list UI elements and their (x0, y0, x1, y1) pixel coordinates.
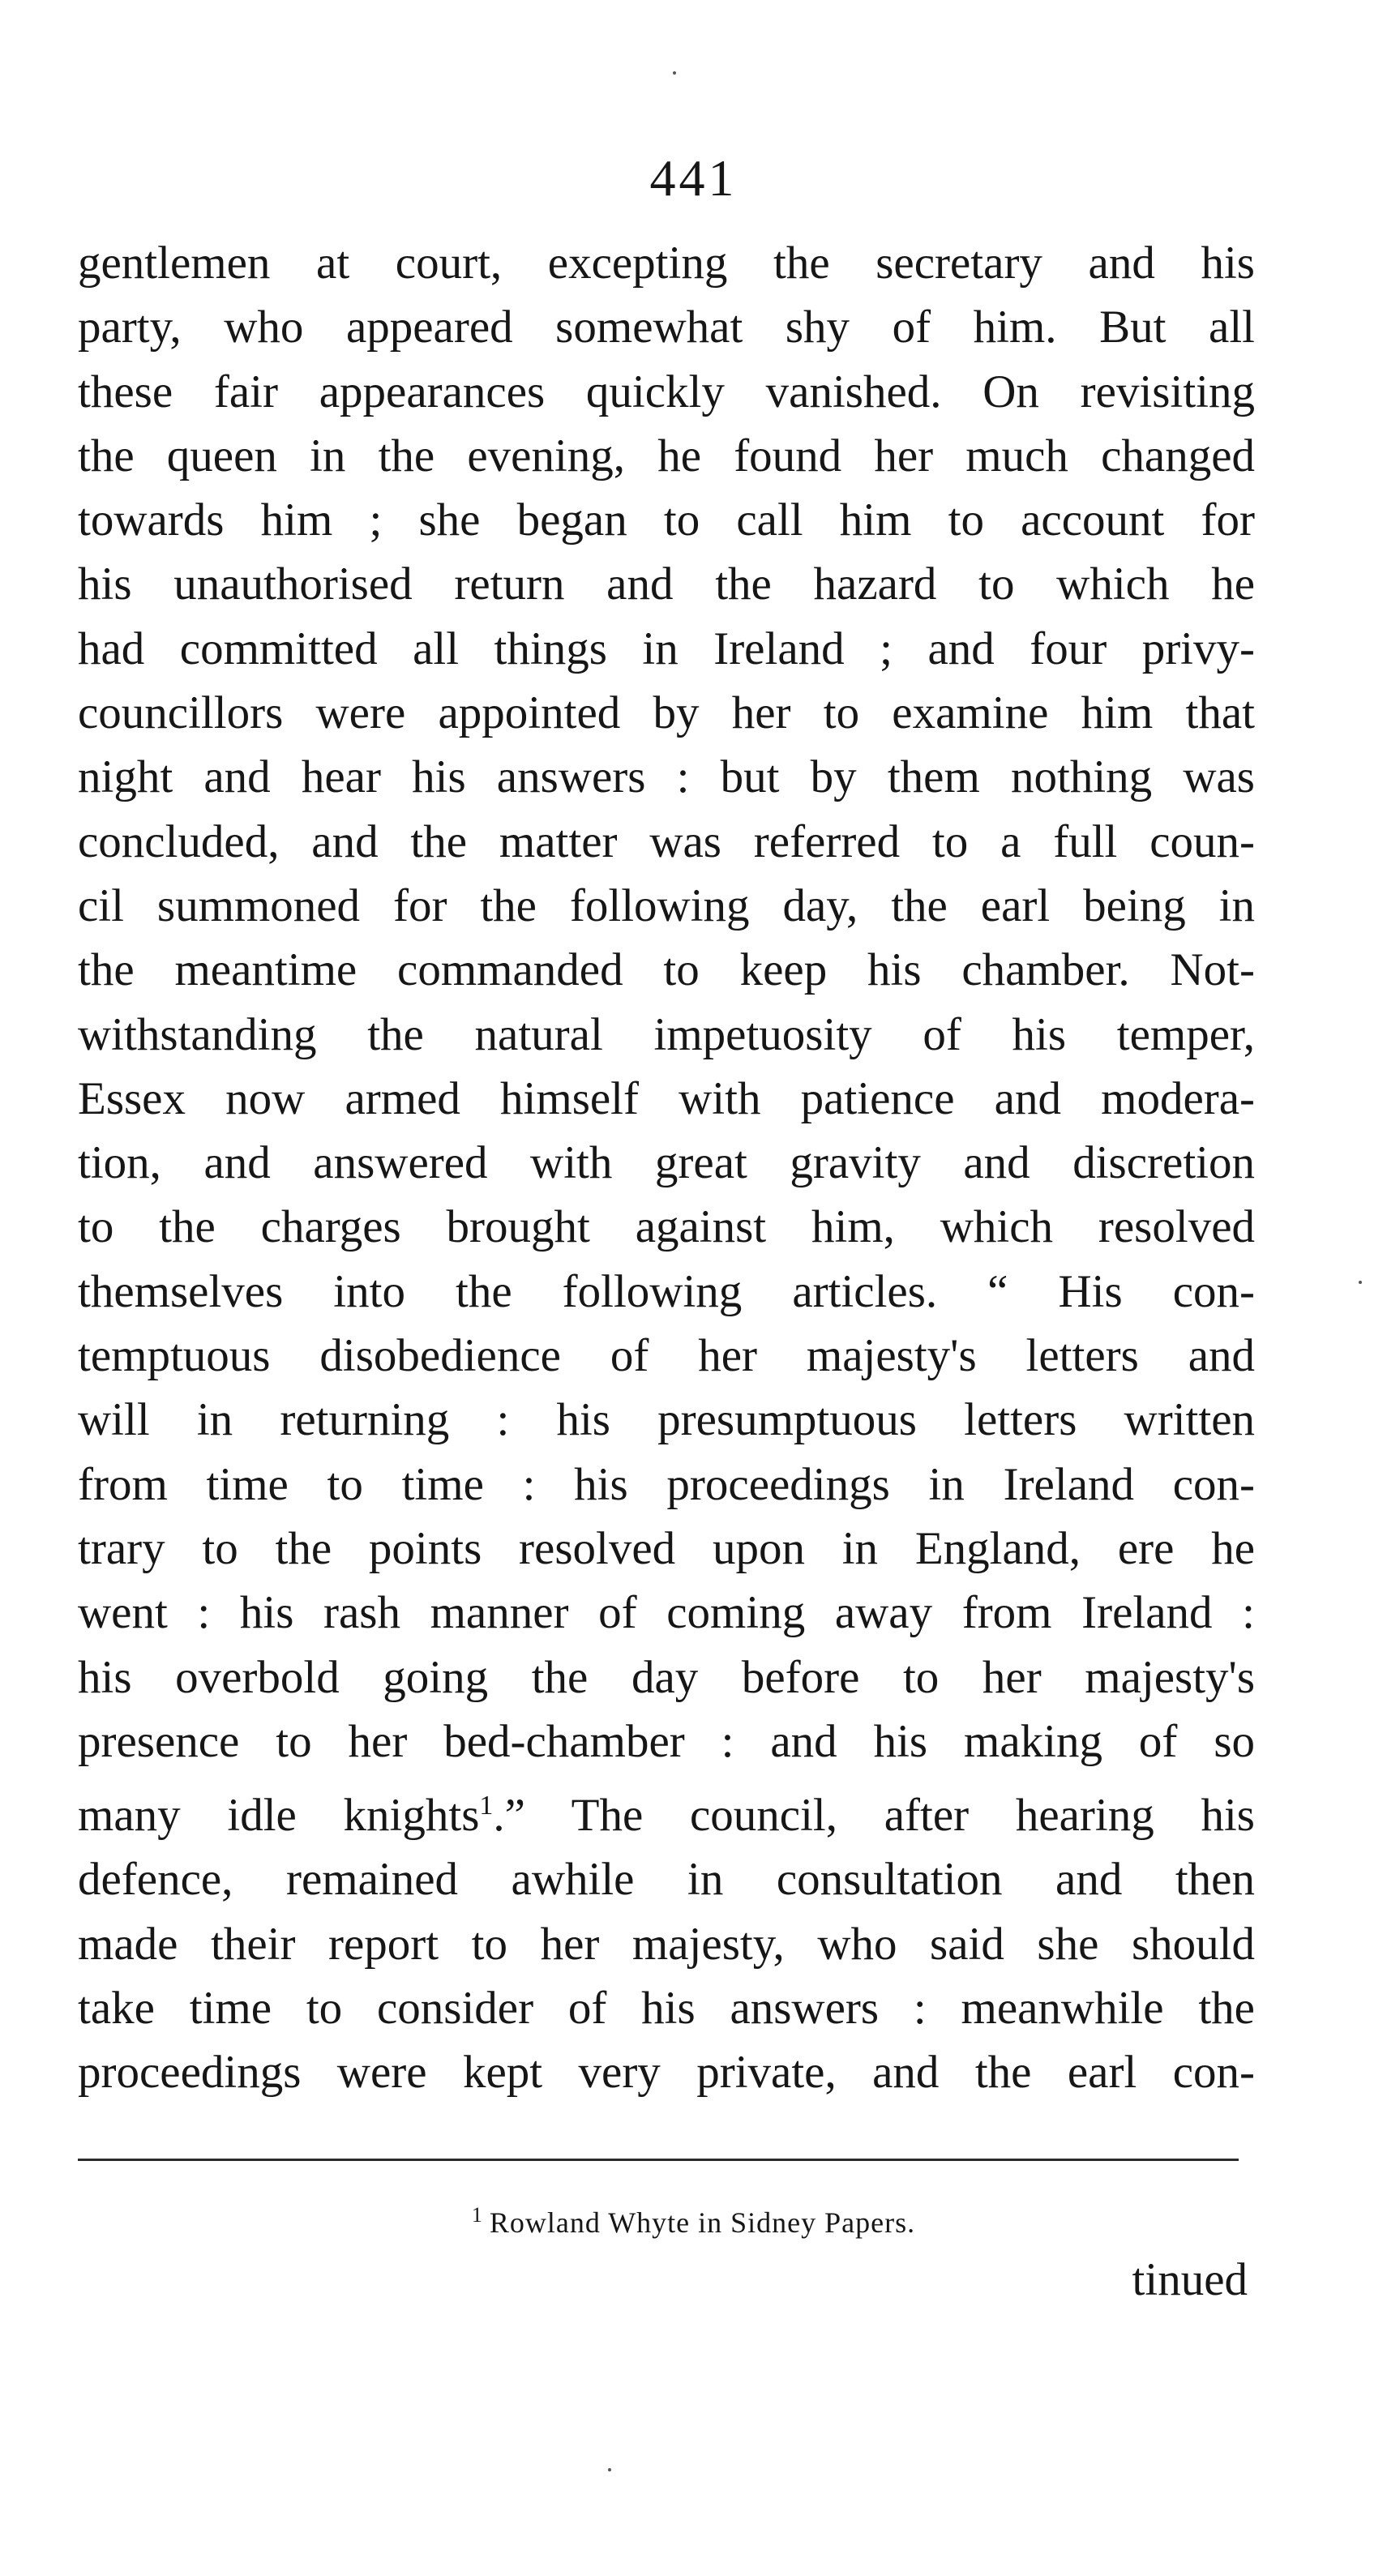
catchword: tinued (1132, 2254, 1248, 2305)
text-line: towards him ; she began to call him to account for (78, 494, 1255, 546)
text-line-tail: .” The council, after hearing his (493, 1790, 1255, 1842)
text-line: temptuous disobedience of her majesty's letters and (78, 1330, 1255, 1382)
text-line: councillors were appointed by her to examine him that (78, 687, 1255, 739)
text-line: night and hear his answers : but by them nothing was (78, 751, 1255, 803)
text-line: Essex now armed himself with patience and modera- (78, 1072, 1255, 1124)
text-line: withstanding the natural impetuosity of his temper, (78, 1008, 1255, 1060)
paper-speck (673, 71, 676, 75)
page-number: 441 (649, 149, 738, 207)
text-line: tion, and answered with great gravity and discretion (78, 1137, 1255, 1189)
text-line: went : his rash manner of coming away from Ireland : (78, 1587, 1255, 1639)
text-line: made their report to her majesty, who said she should (78, 1918, 1255, 1970)
text-line-with-footnote-ref (78, 1774, 1255, 1847)
text-line: the queen in the evening, he found her much changed (78, 430, 1255, 481)
text-line: will in returning : his presumptuous letters written (78, 1394, 1255, 1446)
text-line: from time to time : his proceedings in Ireland con- (78, 1458, 1255, 1510)
text-line: concluded, and the matter was referred to a full coun- (78, 815, 1255, 867)
text-line: party, who appeared somewhat shy of him. But all (78, 302, 1255, 353)
footnote-rule (78, 2159, 1239, 2161)
text-line: his unauthorised return and the hazard to which he (78, 558, 1255, 610)
text-line: defence, remained awhile in consultation and then (78, 1854, 1255, 1906)
text-line: trary to the points resolved upon in England, ere he (78, 1522, 1255, 1574)
paper-speck (1359, 1281, 1362, 1284)
footnote-reference[interactable]: 1 (479, 1791, 494, 1821)
text-line-head: many idle knights (78, 1790, 480, 1842)
body-text (78, 231, 1255, 2105)
text-line: the meantime commanded to keep his chamber. Not- (78, 944, 1255, 996)
paper-speck (608, 2468, 611, 2471)
text-line: gentlemen at court, excepting the secretary and his (78, 237, 1255, 289)
text-line: proceedings were kept very private, and the earl con- (78, 2047, 1255, 2099)
text-line: had committed all things in Ireland ; and four privy- (78, 623, 1255, 674)
footnote (0, 2203, 1387, 2240)
text-line: to the charges brought against him, which resolved (78, 1201, 1255, 1253)
text-line: his overbold going the day before to her majesty's (78, 1651, 1255, 1703)
text-line: take time to consider of his answers : meanwhile the (78, 1983, 1255, 2035)
footnote-text: Rowland Whyte in Sidney Papers. (489, 2206, 916, 2239)
text-line: themselves into the following articles. “ His con- (78, 1265, 1255, 1317)
footnote-mark: 1 (471, 2203, 483, 2227)
text-line: presence to her bed-chamber : and his making of so (78, 1715, 1255, 1767)
text-line: cil summoned for the following day, the earl being in (78, 879, 1255, 931)
text-line: these fair appearances quickly vanished. On revisiting (78, 366, 1255, 417)
